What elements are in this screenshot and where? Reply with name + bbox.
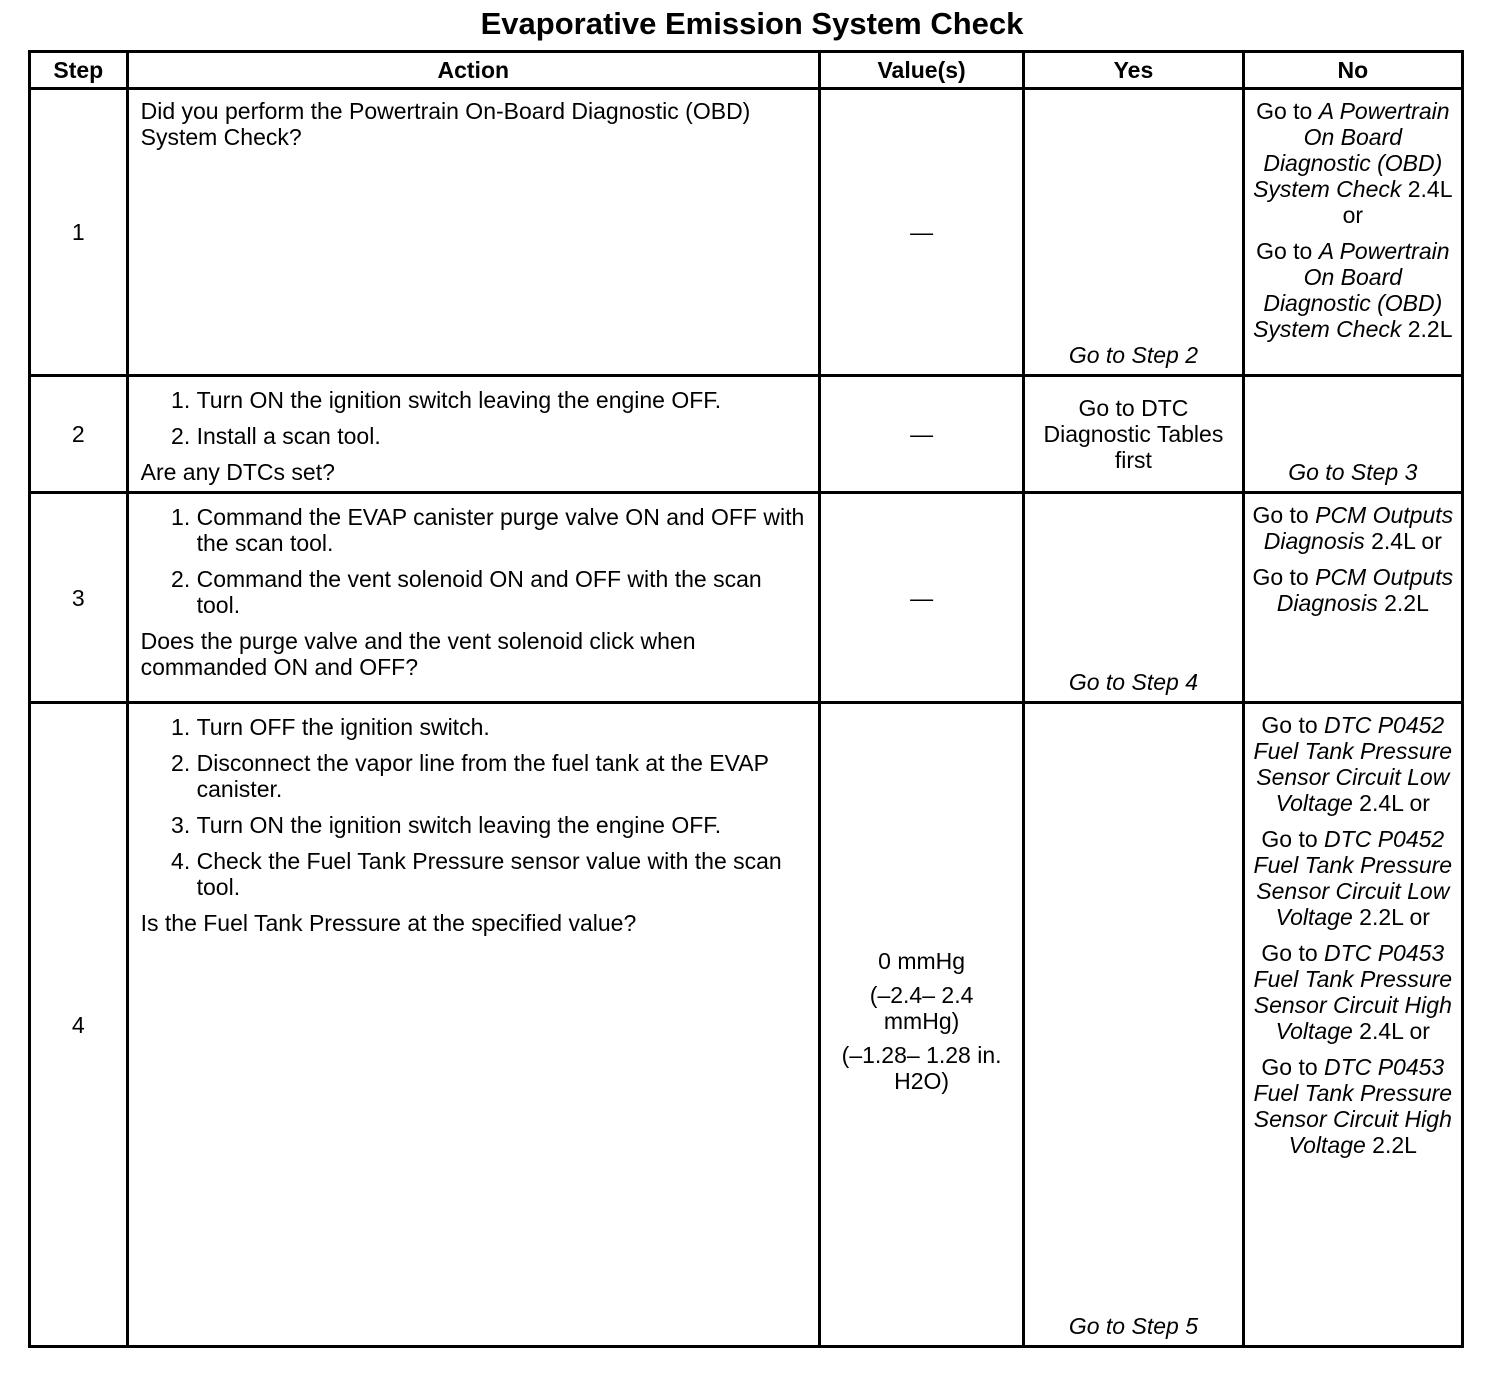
header-action: Action: [127, 52, 819, 89]
no-link[interactable]: [1249, 712, 1457, 816]
action-step: 4. Check the Fuel Tank Pressure sensor value with the scan tool.: [197, 848, 806, 900]
value-cell: —: [819, 89, 1023, 376]
no-link[interactable]: [1249, 1054, 1457, 1158]
action-step: 2. Command the vent solenoid ON and OFF with the scan tool.: [197, 566, 806, 618]
no-link-suffix: 2.2L: [1401, 316, 1453, 342]
value-range-inh2o: (–1.28– 1.28 in. H2O): [841, 1041, 1002, 1094]
yes-cell: [1024, 376, 1243, 493]
action-step: 1. Command the EVAP canister purge valve ON and OFF with the scan tool.: [197, 504, 806, 556]
step-number: 2: [30, 376, 128, 493]
value-cell: —: [819, 493, 1023, 703]
no-link-suffix: 2.2L: [1365, 1132, 1417, 1158]
no-link-prefix: Go to: [1256, 238, 1319, 264]
yes-cell: [1024, 89, 1243, 376]
no-link-target: DTC P0452 Fuel Tank Pressure Sensor Circuit Low Voltage: [1253, 712, 1453, 816]
yes-link[interactable]: Go to Step 4: [1068, 669, 1198, 695]
table-row: [30, 376, 1463, 493]
yes-cell: [1024, 493, 1243, 703]
no-link[interactable]: [1249, 238, 1457, 342]
action-step: 1. Turn ON the ignition switch leaving the engine OFF.: [197, 387, 806, 413]
action-question: Is the Fuel Tank Pressure at the specified value?: [140, 910, 637, 936]
no-link-target: DTC P0453 Fuel Tank Pressure Sensor Circuit High Voltage: [1253, 940, 1453, 1044]
step-number: 3: [30, 493, 128, 703]
no-cell: [1243, 493, 1462, 703]
action-question: Did you perform the Powertrain On-Board Diagnostic (OBD) System Check?: [140, 98, 751, 150]
no-link-suffix: 2.2L or: [1352, 904, 1430, 930]
yes-link[interactable]: Go to DTC Diagnostic Tables first: [1043, 395, 1224, 473]
yes-link[interactable]: Go to Step 2: [1068, 342, 1198, 368]
yes-cell: [1024, 703, 1243, 1347]
value-range-mmhg: (–2.4– 2.4 mmHg): [869, 981, 974, 1034]
action-cell: [127, 89, 819, 376]
no-link[interactable]: [1249, 564, 1457, 616]
action-step: 2. Install a scan tool.: [197, 423, 806, 449]
no-link-suffix: 2.4L or: [1352, 790, 1430, 816]
header-step: Step: [30, 52, 128, 89]
value-cell: —: [819, 376, 1023, 493]
action-step: 3. Turn ON the ignition switch leaving the engine OFF.: [197, 812, 806, 838]
value-cell: [819, 703, 1023, 1347]
action-question: Does the purge valve and the vent solenoid click when commanded ON and OFF?: [140, 628, 696, 680]
no-cell: [1243, 89, 1462, 376]
page-title: Evaporative Emission System Check: [480, 6, 1024, 41]
action-steps: [141, 714, 806, 900]
no-link[interactable]: Go to Step 3: [1288, 459, 1418, 485]
action-cell: [127, 703, 819, 1347]
no-link-prefix: Go to: [1261, 1054, 1325, 1080]
no-link[interactable]: [1249, 98, 1457, 228]
value-nominal: 0 mmHg: [878, 947, 966, 974]
action-step: 1. Turn OFF the ignition switch.: [197, 714, 806, 740]
no-link-target: DTC P0452 Fuel Tank Pressure Sensor Circuit Low Voltage: [1253, 826, 1453, 930]
action-steps: [141, 387, 806, 449]
table-row: [30, 703, 1463, 1347]
no-link[interactable]: [1249, 826, 1457, 930]
header-row: [30, 52, 1463, 89]
no-link-target: A Powertrain On Board Diagnostic (OBD) System Check: [1253, 98, 1450, 202]
no-link[interactable]: [1249, 502, 1457, 554]
no-link-target: PCM Outputs Diagnosis: [1276, 564, 1454, 616]
action-cell: [127, 493, 819, 703]
yes-link[interactable]: Go to Step 5: [1068, 1313, 1198, 1339]
no-link-suffix: 2.4L or: [1342, 176, 1453, 228]
step-number: 4: [30, 703, 128, 1347]
diagnostic-table: [28, 50, 1464, 1348]
action-step: 2. Disconnect the vapor line from the fuel tank at the EVAP canister.: [197, 750, 806, 802]
action-cell: [127, 376, 819, 493]
header-values: Value(s): [819, 52, 1023, 89]
no-link-target: PCM Outputs Diagnosis: [1263, 502, 1454, 554]
no-link[interactable]: [1249, 940, 1457, 1044]
table-row: [30, 493, 1463, 703]
no-link-suffix: 2.2L: [1377, 590, 1429, 616]
no-link-prefix: Go to: [1252, 564, 1316, 590]
no-link-prefix: Go to: [1261, 940, 1325, 966]
step-number: 1: [30, 89, 128, 376]
header-no: No: [1243, 52, 1462, 89]
no-link-target: A Powertrain On Board Diagnostic (OBD) System Check: [1253, 238, 1450, 342]
no-link-prefix: Go to: [1261, 826, 1325, 852]
action-question: Are any DTCs set?: [140, 459, 335, 485]
no-cell: [1243, 376, 1462, 493]
no-cell: [1243, 703, 1462, 1347]
action-steps: [141, 504, 806, 618]
no-link-prefix: Go to: [1256, 98, 1319, 124]
no-link-prefix: Go to: [1252, 502, 1316, 528]
header-yes: Yes: [1024, 52, 1243, 89]
no-link-target: DTC P0453 Fuel Tank Pressure Sensor Circuit High Voltage: [1253, 1054, 1453, 1158]
table-row: [30, 89, 1463, 376]
no-link-prefix: Go to: [1261, 712, 1325, 738]
no-link-suffix: 2.4L or: [1352, 1018, 1430, 1044]
no-link-suffix: 2.4L or: [1364, 528, 1442, 554]
